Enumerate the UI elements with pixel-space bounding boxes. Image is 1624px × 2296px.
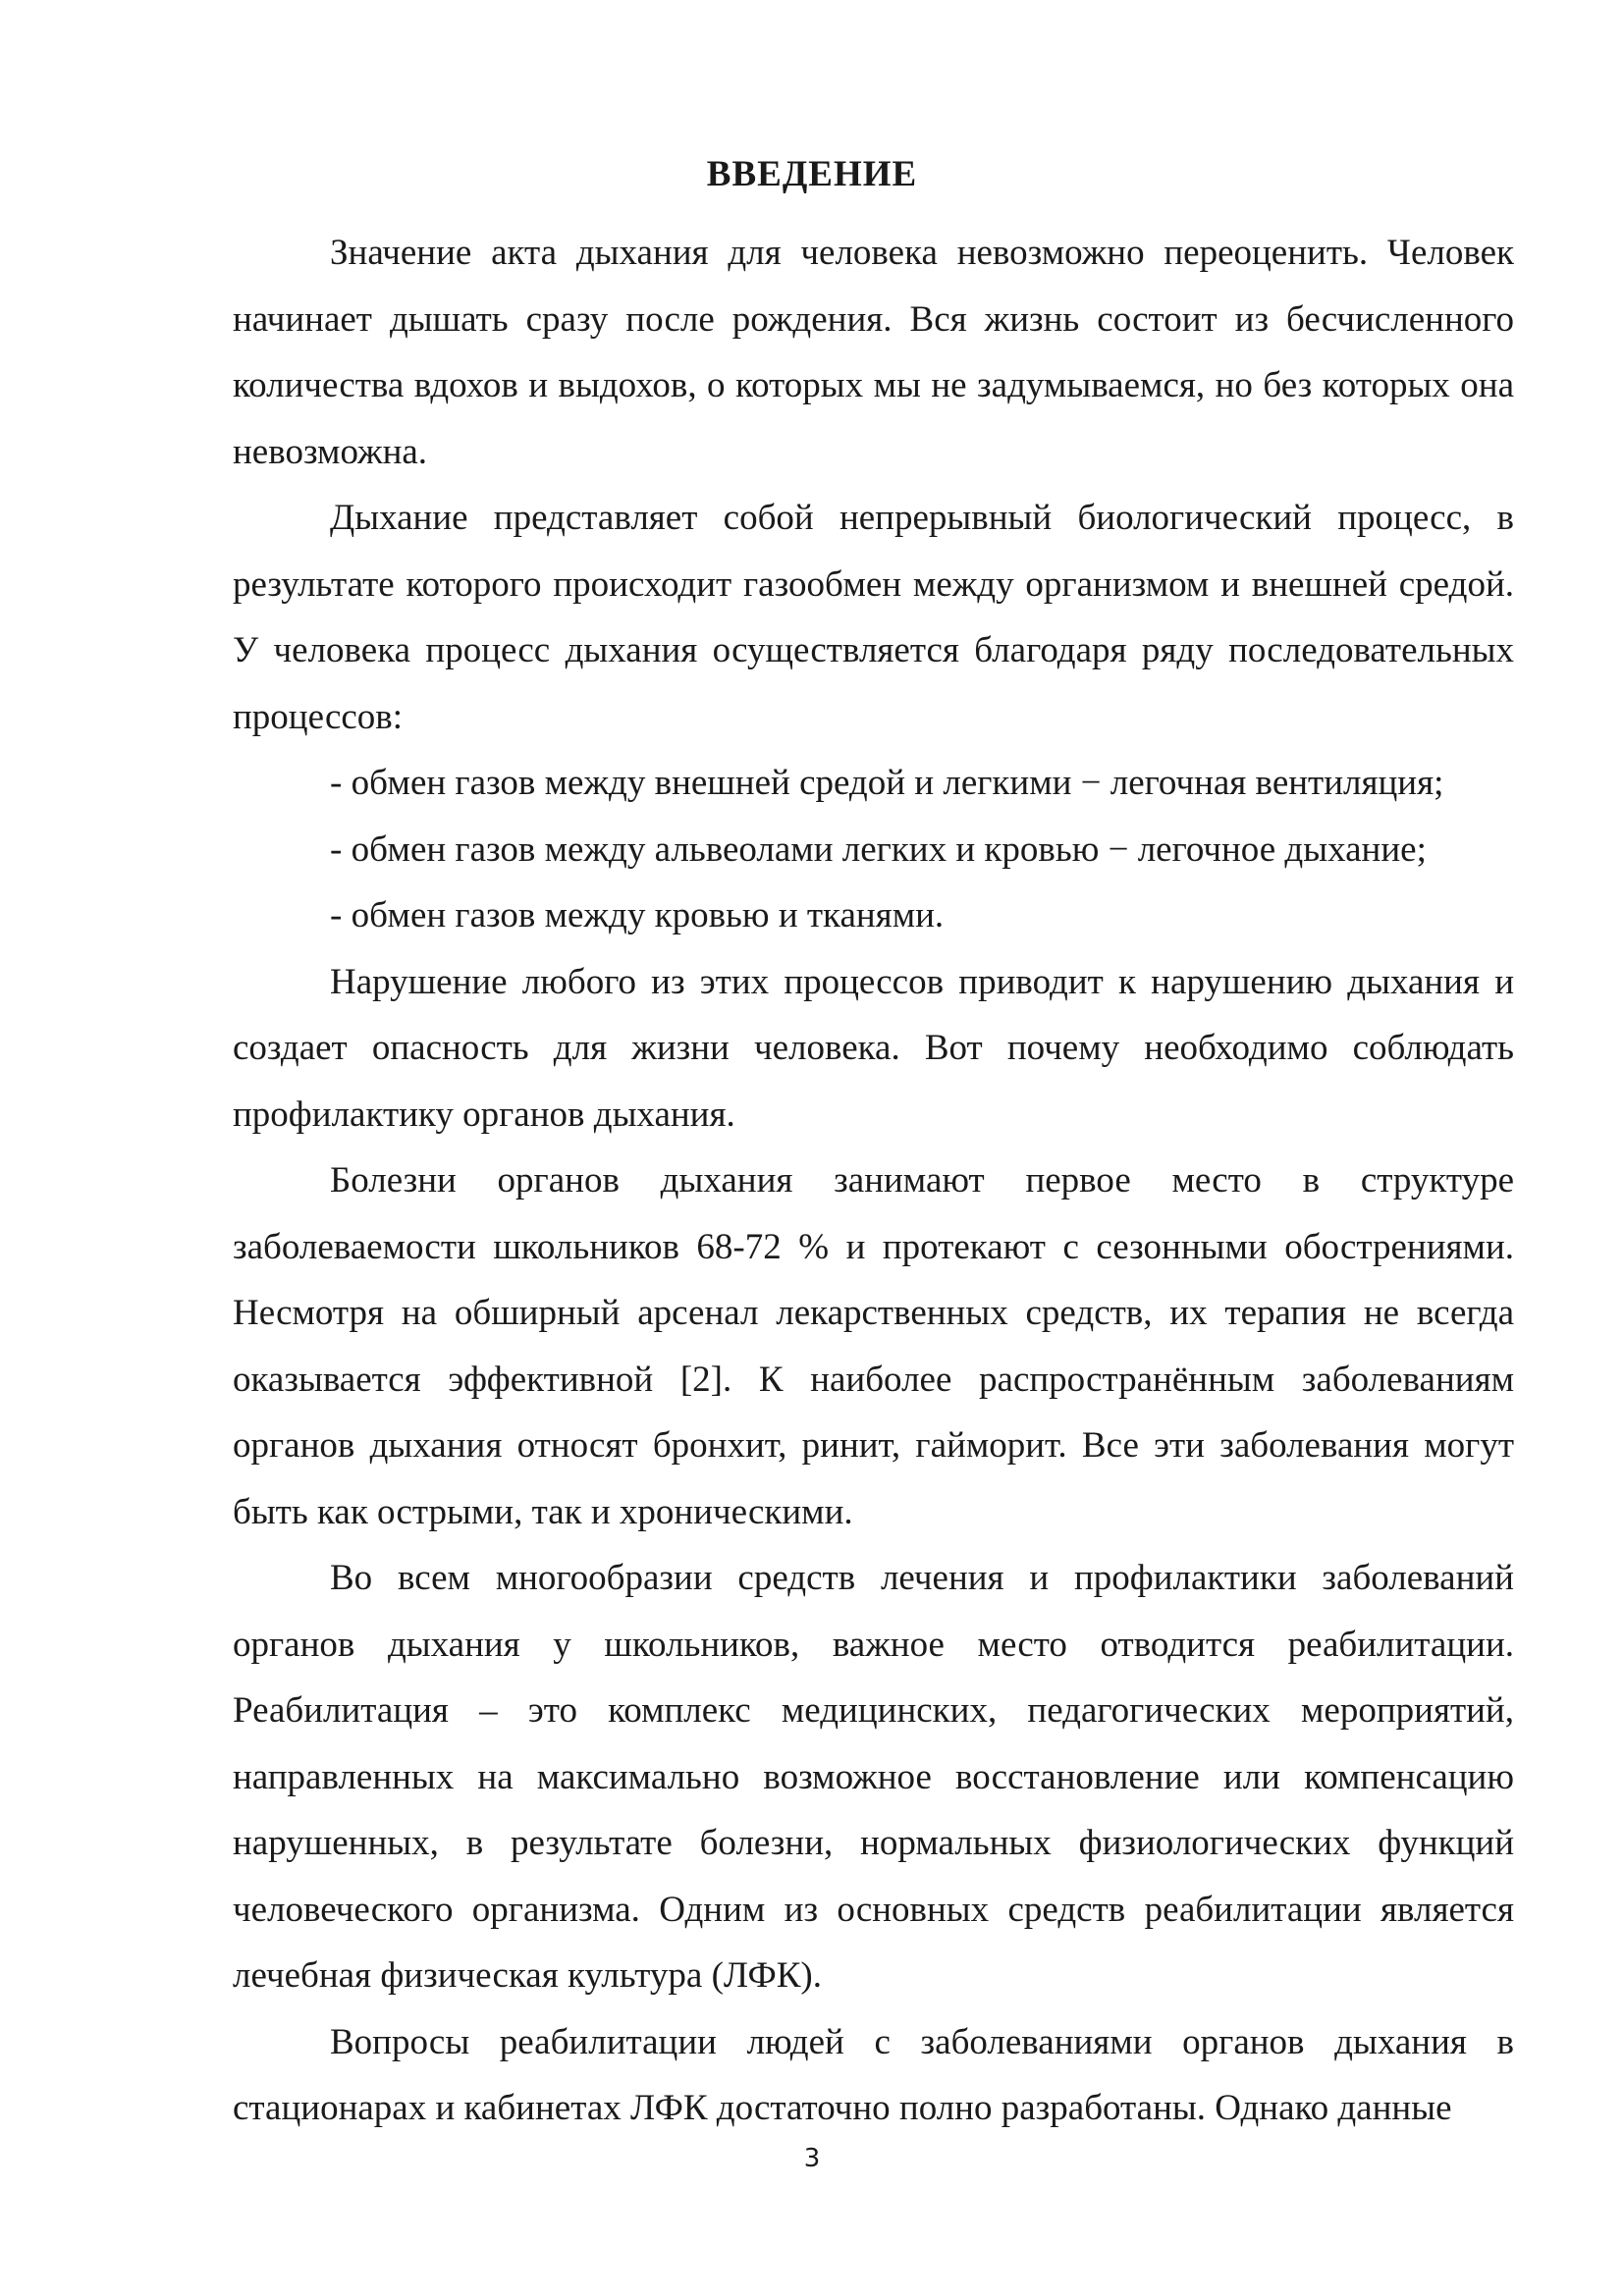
list-item-1: - обмен газов между внешней средой и легкими − легочная вентиляция; (330, 763, 1444, 803)
page-number: 3 (803, 2144, 821, 2173)
paragraph-1: Значение акта дыхания для человека невозможно переоценить. Человек начинает дышать сразу после рождения. Вся жизнь состоит из бесчисленного количества вдохов и выдохов, о которых мы не задумываемся, но без которых она невозможна. (233, 233, 1514, 472)
page-title: ВВЕДЕНИЕ (706, 154, 918, 194)
document-body (233, 220, 1514, 2142)
list-item-2: - обмен газов между альвеолами легких и кровью − легочное дыхание; (330, 828, 1427, 870)
paragraph-6: Вопросы реабилитации людей с заболеваниями органов дыхания в стационарах и кабинетах ЛФК достаточно полно разработаны. Однако данные (233, 2021, 1514, 2128)
paragraph-4: Болезни органов дыхания занимают первое место в структуре заболеваемости школьников 68-72 % и протекают с сезонными обострениями. Несмотря на обширный арсенал лекарственных средств, их терапия не всегда оказывается эффективной [2]. К наиболее распространённым заболеваниям органов дыхания относят бронхит, ринит, гайморит. Все эти заболевания могут быть как острыми, так и хроническими. (233, 1160, 1514, 1532)
paragraph-5: Во всем многообразии средств лечения и профилактики заболеваний органов дыхания у школьников, важное место отводится реабилитации. Реабилитация – это комплекс медицинских, педагогических мероприятий, направленных на максимально возможное восстановление или компенсацию нарушенных, в результате болезни, нормальных физиологических функций человеческого организма. Одним из основных средств реабилитации является лечебная физическая культура (ЛФК). (233, 1558, 1514, 1996)
paragraph-2: Дыхание представляет собой непрерывный биологический процесс, в результате которого происходит газообмен между организмом и внешней средой. У человека процесс дыхания осуществляется благодаря ряду последовательных процессов: (233, 498, 1514, 737)
paragraph-3: Нарушение любого из этих процессов приводит к нарушению дыхания и создает опасность для жизни человека. Вот почему необходимо соблюдать профилактику органов дыхания. (233, 961, 1514, 1135)
list-item-3: - обмен газов между кровью и тканями. (330, 895, 945, 935)
